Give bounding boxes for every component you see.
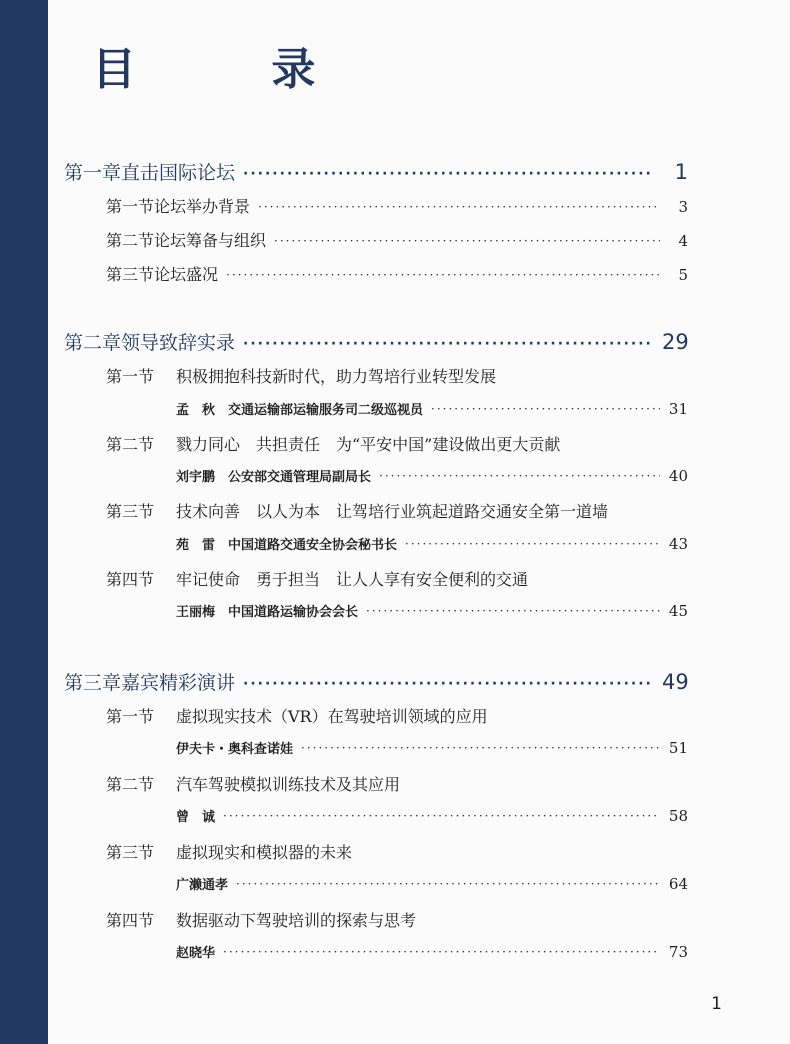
chapter-page: 29: [662, 330, 689, 354]
dot-leader: [405, 537, 660, 551]
section-page: 51: [668, 739, 688, 757]
section-page: 40: [668, 467, 688, 485]
page-number: 1: [711, 994, 722, 1014]
section-number: 第一节: [106, 367, 155, 386]
book-spine-band: [0, 0, 48, 1044]
chapter-number: 第三章: [64, 672, 122, 694]
section-page: 45: [668, 602, 688, 620]
section-title: 论坛举办背景: [154, 197, 251, 216]
toc-speaker-line[interactable]: [176, 466, 688, 485]
toc-section[interactable]: [106, 194, 688, 217]
toc-section[interactable]: [106, 228, 688, 251]
section-title: 积极拥抱科技新时代，助力驾培行业转型发展: [176, 367, 497, 386]
toc-speaker-line[interactable]: [176, 534, 688, 553]
speaker-name: 广濑通孝: [176, 878, 229, 893]
toc-speaker-line[interactable]: [176, 874, 688, 893]
chapter-number: 第二章: [64, 332, 122, 354]
toc-section[interactable]: [106, 364, 496, 387]
dot-leader: [366, 604, 660, 618]
section-number: 第一节: [106, 707, 155, 726]
toc-section[interactable]: [106, 840, 352, 863]
toc-chapter-3[interactable]: [64, 668, 688, 695]
section-number: 第二节: [106, 231, 155, 250]
section-title: 论坛筹备与组织: [154, 231, 267, 250]
toc-speaker-line[interactable]: [176, 738, 688, 757]
dot-leader: [274, 234, 660, 248]
section-title: 虚拟现实和模拟器的未来: [176, 843, 353, 862]
section-page: 73: [668, 943, 688, 961]
chapter-number: 第一章: [64, 162, 122, 184]
section-number: 第三节: [106, 843, 155, 862]
section-page: 64: [668, 875, 688, 893]
page-title: 目 录: [92, 44, 376, 95]
toc-section[interactable]: [106, 262, 688, 285]
toc-section[interactable]: [106, 772, 400, 795]
section-number: 第四节: [106, 911, 155, 930]
dot-leader: [236, 877, 660, 891]
speaker-name: 孟 秋 交通运输部运输服务司二级巡视员: [176, 403, 424, 418]
dot-leader: [243, 336, 654, 352]
section-page: 3: [678, 198, 688, 216]
dot-leader: [258, 200, 660, 214]
chapter-title: 嘉宾精彩演讲: [121, 672, 236, 694]
dot-leader: [301, 741, 660, 755]
section-title: 戮力同心 共担责任 为“平安中国”建设做出更大贡献: [176, 435, 561, 454]
section-title: 技术向善 以人为本 让驾培行业筑起道路交通安全第一道墙: [176, 502, 609, 521]
section-number: 第三节: [106, 265, 155, 284]
dot-leader: [431, 402, 660, 416]
chapter-title: 领导致辞实录: [121, 332, 236, 354]
section-title: 数据驱动下驾驶培训的探索与思考: [176, 911, 417, 930]
speaker-name: 苑 雷 中国道路交通安全协会秘书长: [176, 538, 398, 553]
section-title: 论坛盛况: [154, 265, 219, 284]
speaker-name: 伊夫卡・奥科查诺娃: [176, 742, 294, 757]
toc-chapter-1[interactable]: [64, 158, 688, 185]
toc-section[interactable]: [106, 432, 560, 455]
speaker-name: 赵晓华: [176, 946, 216, 961]
toc-speaker-line[interactable]: [176, 601, 688, 620]
speaker-name: 曾 诚: [176, 810, 216, 825]
section-page: 31: [668, 400, 688, 418]
dot-leader: [223, 809, 660, 823]
section-title: 虚拟现实技术（VR）在驾驶培训领域的应用: [176, 707, 488, 726]
toc-chapter-2[interactable]: [64, 328, 688, 355]
section-number: 第一节: [106, 197, 155, 216]
dot-leader: [243, 166, 654, 182]
section-page: 4: [678, 232, 688, 250]
section-number: 第二节: [106, 435, 155, 454]
section-title: 牢记使命 勇于担当 让人人享有安全便利的交通: [176, 570, 529, 589]
toc-speaker-line[interactable]: [176, 399, 688, 418]
toc-section[interactable]: [106, 499, 608, 522]
section-number: 第三节: [106, 502, 155, 521]
chapter-page: 1: [674, 160, 688, 184]
section-page: 5: [678, 266, 688, 284]
speaker-name: 刘宇鹏 公安部交通管理局副局长: [176, 470, 372, 485]
section-page: 43: [668, 535, 688, 553]
section-number: 第二节: [106, 775, 155, 794]
toc-speaker-line[interactable]: [176, 806, 688, 825]
dot-leader: [243, 676, 654, 692]
section-page: 58: [668, 807, 688, 825]
chapter-title: 直击国际论坛: [121, 162, 236, 184]
chapter-page: 49: [662, 670, 689, 694]
toc-section[interactable]: [106, 567, 528, 590]
section-title: 汽车驾驶模拟训练技术及其应用: [176, 775, 401, 794]
dot-leader: [379, 469, 660, 483]
toc-speaker-line[interactable]: [176, 942, 688, 961]
toc-section[interactable]: [106, 908, 416, 931]
speaker-name: 王丽梅 中国道路运输协会会长: [176, 605, 359, 620]
section-number: 第四节: [106, 570, 155, 589]
toc-section[interactable]: [106, 704, 488, 727]
dot-leader: [223, 945, 660, 959]
dot-leader: [226, 268, 660, 282]
